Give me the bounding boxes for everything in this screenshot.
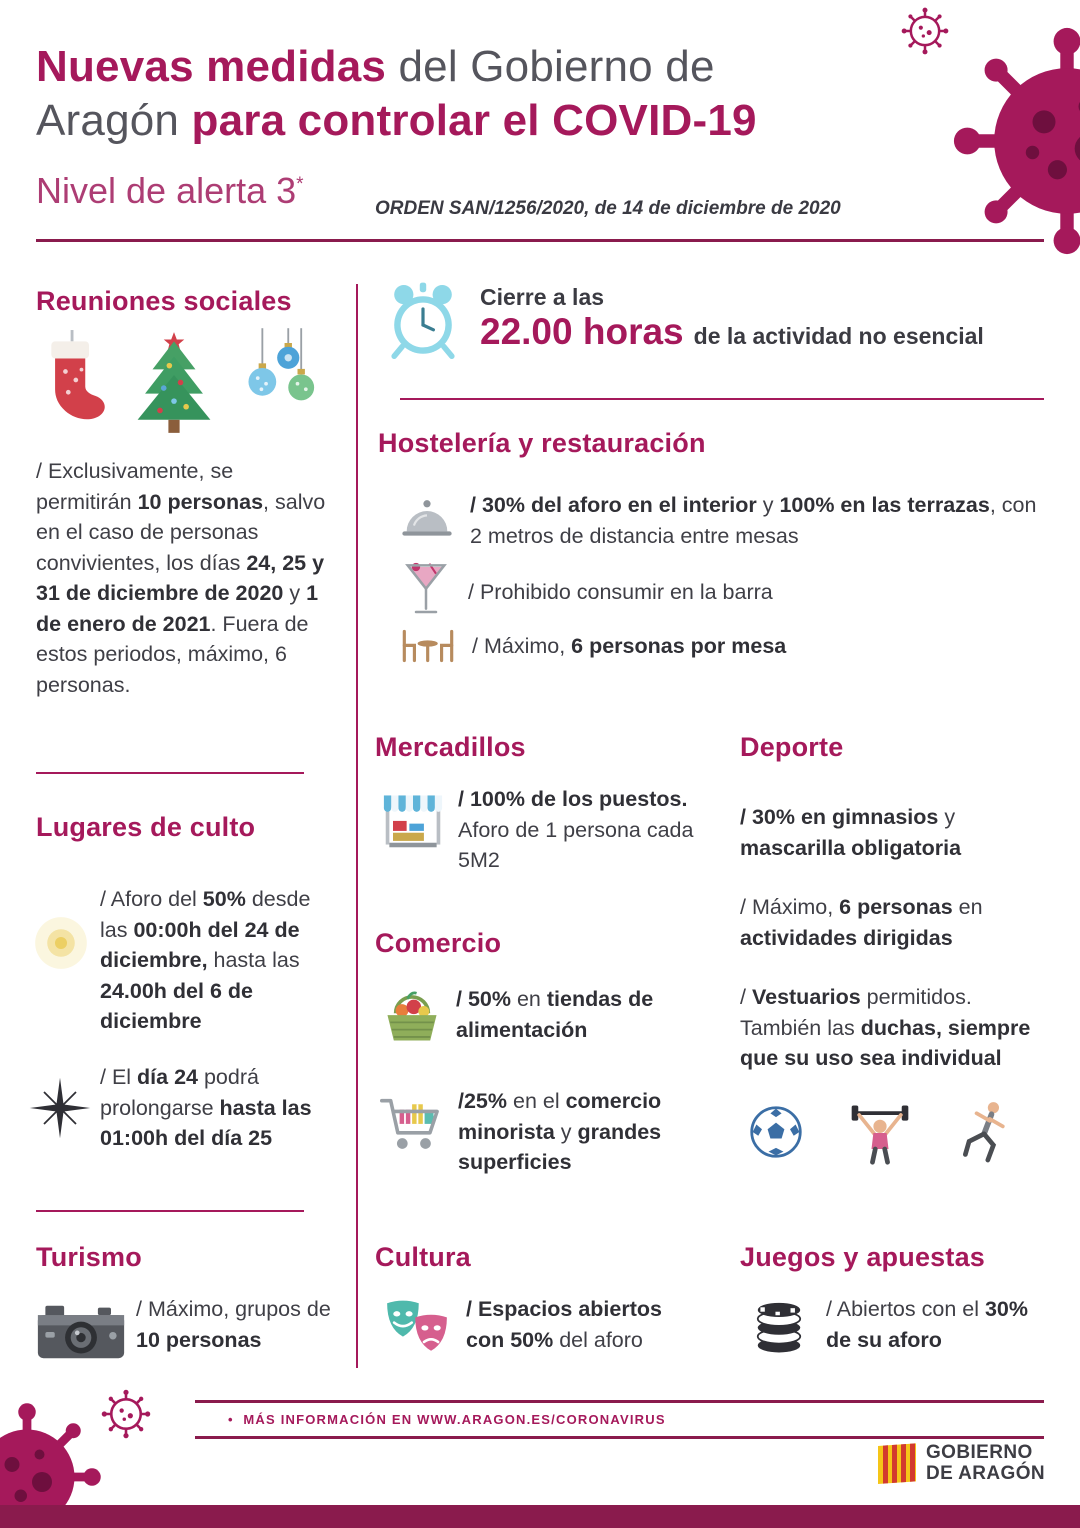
cultura-item: [380, 1294, 710, 1356]
left-divider-2: [36, 1210, 304, 1212]
comercio-item-2: [378, 1086, 700, 1178]
title-gray-2: Aragón: [36, 95, 192, 145]
virus-outline-icon-top: [900, 6, 950, 56]
section-heading-juegos: Juegos y apuestas: [740, 1242, 986, 1272]
turismo-text: / Máximo, grupos de 10 personas: [136, 1297, 331, 1352]
culto-item-1: [30, 884, 342, 1037]
mercadillos-item: [380, 784, 700, 876]
culto-text-2: / El día 24 podrá prolongarse hasta las 01:00h del día 25: [100, 1065, 312, 1151]
footer-divider-top: [195, 1400, 1044, 1403]
section-heading-hosteleria: Hostelería y restauración: [378, 428, 706, 458]
header-divider: [36, 239, 1044, 242]
vertical-divider: [356, 284, 358, 1368]
section-heading-turismo: Turismo: [36, 1242, 142, 1272]
deporte-text-1: / 30% en gimnasios y mascarilla obligatoria: [740, 805, 962, 860]
turismo-item: [36, 1294, 346, 1362]
alert-level: Nivel de alerta 3*: [36, 170, 304, 211]
logo-line-1: GOBIERNO: [926, 1442, 1033, 1464]
hosteleria-item-2: [404, 562, 1044, 622]
soccer-ball-icon: [748, 1104, 804, 1160]
hosteleria-item-1: [398, 490, 1048, 551]
cultura-text: / Espacios abiertos con 50% del aforo: [466, 1297, 662, 1352]
camera-icon: [36, 1300, 126, 1362]
hosteleria-text-3: / Máximo, 6 personas por mesa: [472, 633, 787, 658]
curfew-intro: Cierre a las: [480, 284, 605, 310]
table-chairs-icon: [398, 626, 458, 666]
section-heading-comercio: Comercio: [375, 928, 502, 958]
christmas-icons-row: [40, 328, 316, 436]
christmas-stocking-icon: [40, 328, 106, 432]
title-gray-1: del Gobierno de: [386, 42, 715, 91]
footer-divider-bottom: [195, 1436, 1044, 1439]
logo-line-2: DE ARAGÓN: [926, 1463, 1046, 1484]
deporte-text-3: / Vestuarios permitidos. También las duchas, siempre que su uso sea individual: [740, 985, 1031, 1071]
deporte-text-2: / Máximo, 6 personas en actividades dirigidas: [740, 895, 983, 950]
section-heading-culto: Lugares de culto: [36, 812, 256, 842]
curfew-rest: de la actividad no esencial: [693, 323, 984, 349]
juegos-item: [748, 1294, 1048, 1356]
footer-bullet: •: [228, 1412, 234, 1427]
shopping-cart-icon: [378, 1090, 448, 1156]
alert-asterisk: *: [296, 174, 304, 195]
gobierno-aragon-logo: [878, 1442, 1045, 1486]
section-heading-reuniones: Reuniones sociales: [36, 286, 292, 316]
comercio-item-1: [380, 984, 700, 1046]
sparkle-star-icon: [28, 1076, 92, 1140]
theater-masks-icon: [380, 1298, 454, 1356]
cocktail-icon: [404, 562, 448, 622]
order-reference: ORDEN SAN/1256/2020, de 14 de diciembre de 2020: [375, 198, 841, 219]
section-heading-deporte: Deporte: [740, 732, 844, 762]
hosteleria-item-3: [398, 626, 1038, 666]
virus-solid-icon-top: [952, 26, 1080, 256]
serving-dish-icon: [398, 496, 456, 542]
baubles-icon: [242, 328, 316, 432]
grocery-basket-icon: [380, 986, 444, 1046]
poker-chips-icon: [748, 1294, 810, 1356]
virus-outline-icon-bottom: [100, 1388, 152, 1440]
mercadillos-text: / 100% de los puestos. Aforo de 1 persona cada 5M2: [458, 787, 694, 873]
reuniones-text: / Exclusivamente, se permitirán 10 personas, salvo en el caso de personas convivientes, los días 24, 25 y 31 de diciembre de 2020 y 1 de enero de 2021. Fuera de estos periodos, máximo, 6 personas.: [36, 459, 326, 697]
footer-info: [228, 1412, 666, 1427]
sports-icons-row: [748, 1098, 1014, 1166]
section-heading-mercadillos: Mercadillos: [375, 732, 526, 762]
left-divider-1: [36, 772, 304, 774]
curfew-banner: [480, 284, 1050, 353]
title-accent-2: para controlar el COVID-19: [191, 95, 757, 145]
bottom-bar: [0, 1505, 1080, 1528]
footer-info-text: MÁS INFORMACIÓN EN WWW.ARAGON.ES/CORONAVIRUS: [243, 1412, 666, 1427]
comercio-text-1: / 50% en tiendas de alimentación: [456, 987, 654, 1042]
culto-item-2: [28, 1062, 342, 1154]
candle-glow-icon: [30, 912, 92, 974]
juegos-text: / Abiertos con el 30% de su aforo: [826, 1297, 1028, 1352]
comercio-text-2: /25% en el comercio minorista y grandes superficies: [458, 1089, 662, 1175]
page-title: [36, 40, 886, 147]
christmas-tree-icon: [132, 328, 216, 436]
culto-text-1: / Aforo del 50% desde las 00:00h del 24 de diciembre, hasta las 24.00h del 6 de diciembre: [100, 887, 311, 1034]
weightlifter-icon: [846, 1098, 914, 1166]
title-accent-1: Nuevas medidas: [36, 42, 387, 91]
aragon-flag-icon: [878, 1442, 916, 1486]
hosteleria-text-1: / 30% del aforo en el interior y 100% en las terrazas, con 2 metros de distancia entre mesas: [470, 493, 1037, 548]
alarm-clock-icon: [383, 280, 463, 362]
market-stall-icon: [380, 790, 446, 850]
hosteleria-text-2: / Prohibido consumir en la barra: [468, 579, 773, 604]
section-heading-cultura: Cultura: [375, 1242, 471, 1272]
runner-icon: [956, 1098, 1014, 1166]
curfew-time: 22.00 horas: [480, 311, 684, 352]
curfew-divider: [400, 398, 1044, 400]
